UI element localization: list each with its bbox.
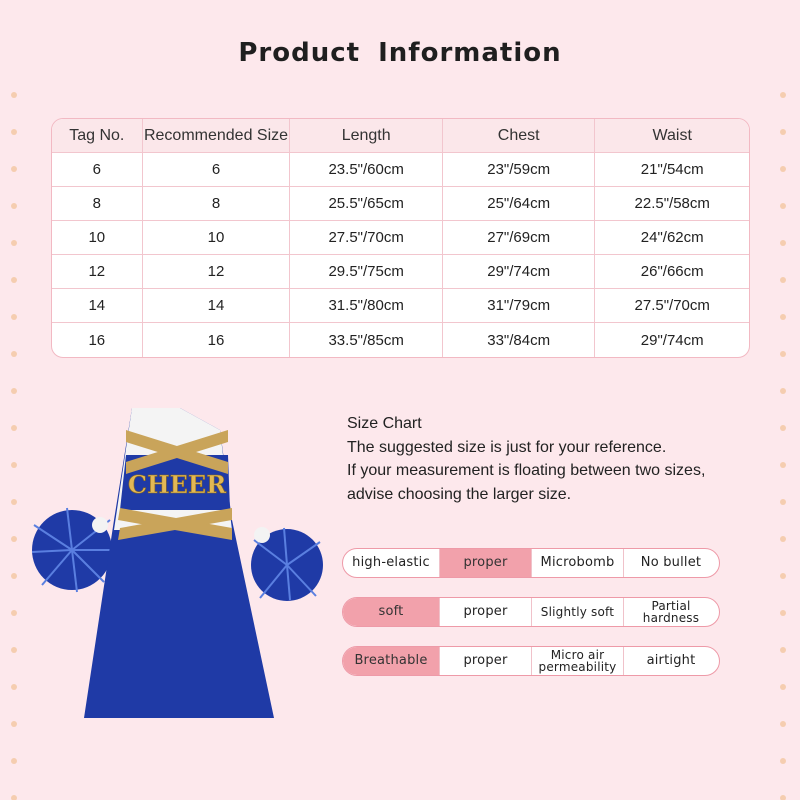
table-cell: 8 <box>52 187 143 221</box>
table-cell: 8 <box>143 187 291 221</box>
table-row <box>52 153 749 187</box>
decorative-dot <box>780 795 786 800</box>
header-length: Length <box>290 119 443 153</box>
attr-label: high-elastic <box>343 549 440 577</box>
decorative-dot <box>780 129 786 135</box>
attr-option: Microbomb <box>532 549 624 577</box>
attr-label: Breathable <box>343 647 440 675</box>
table-cell: 27"/69cm <box>443 221 595 255</box>
header-recommended-size: Recommended Size <box>143 119 291 153</box>
decorative-dot <box>11 351 17 357</box>
dress-chest-text: CHEER <box>127 470 227 499</box>
decorative-dot <box>780 203 786 209</box>
decorative-dot <box>11 610 17 616</box>
attr-option: Micro air permeability <box>532 647 624 675</box>
table-cell: 25"/64cm <box>443 187 595 221</box>
breathability-scale <box>342 646 720 676</box>
table-cell: 31"/79cm <box>443 289 595 323</box>
decorative-dots-right <box>780 0 786 800</box>
decorative-dot <box>780 425 786 431</box>
table-cell: 23.5"/60cm <box>290 153 443 187</box>
decorative-dot <box>11 425 17 431</box>
table-row <box>52 323 749 357</box>
table-cell: 10 <box>52 221 143 255</box>
decorative-dot <box>780 277 786 283</box>
attr-label: soft <box>343 598 440 626</box>
table-cell: 16 <box>143 323 291 357</box>
table-row <box>52 255 749 289</box>
table-cell: 6 <box>52 153 143 187</box>
elasticity-scale <box>342 548 720 578</box>
size-note-line: The suggested size is just for your reference. <box>347 438 667 456</box>
decorative-dot <box>11 203 17 209</box>
table-cell: 33"/84cm <box>443 323 595 357</box>
table-cell: 33.5"/85cm <box>290 323 443 357</box>
table-cell: 16 <box>52 323 143 357</box>
decorative-dot <box>11 536 17 542</box>
decorative-dot <box>780 499 786 505</box>
table-cell: 23"/59cm <box>443 153 595 187</box>
softness-scale <box>342 597 720 627</box>
decorative-dot <box>780 92 786 98</box>
size-note-line: If your measurement is floating between two sizes, <box>347 462 706 479</box>
cheer-dress-product-image <box>22 400 332 730</box>
decorative-dot <box>11 277 17 283</box>
table-cell: 10 <box>143 221 291 255</box>
decorative-dot <box>780 684 786 690</box>
decorative-dot <box>11 684 17 690</box>
table-cell: 27.5"/70cm <box>290 221 443 255</box>
decorative-dot <box>11 462 17 468</box>
decorative-dot <box>780 573 786 579</box>
decorative-dot <box>11 573 17 579</box>
table-cell: 27.5"/70cm <box>595 289 749 323</box>
decorative-dot <box>11 129 17 135</box>
header-waist: Waist <box>595 119 749 153</box>
table-cell: 29"/74cm <box>443 255 595 289</box>
table-cell: 26"/66cm <box>595 255 749 289</box>
decorative-dot <box>780 536 786 542</box>
decorative-dot <box>11 499 17 505</box>
table-row <box>52 221 749 255</box>
table-cell: 24"/62cm <box>595 221 749 255</box>
decorative-dots-left <box>11 0 17 800</box>
decorative-dot <box>780 240 786 246</box>
decorative-dot <box>780 758 786 764</box>
table-cell: 29.5"/75cm <box>290 255 443 289</box>
table-cell: 6 <box>143 153 291 187</box>
decorative-dot <box>780 388 786 394</box>
decorative-dot <box>780 314 786 320</box>
table-cell: 12 <box>143 255 291 289</box>
table-cell: 21"/54cm <box>595 153 749 187</box>
attr-option: proper <box>440 549 532 577</box>
table-cell: 22.5"/58cm <box>595 187 749 221</box>
decorative-dot <box>11 758 17 764</box>
table-row <box>52 187 749 221</box>
attr-option: Slightly soft <box>532 598 624 626</box>
table-cell: 14 <box>143 289 291 323</box>
size-table <box>51 118 750 358</box>
decorative-dot <box>780 351 786 357</box>
header-chest: Chest <box>443 119 595 153</box>
attr-option: Partial hardness <box>642 599 700 625</box>
table-cell: 25.5"/65cm <box>290 187 443 221</box>
table-cell: 31.5"/80cm <box>290 289 443 323</box>
header-tag-no: Tag No. <box>52 119 143 153</box>
decorative-dot <box>11 240 17 246</box>
decorative-dot <box>11 314 17 320</box>
decorative-dot <box>11 721 17 727</box>
attr-option: airtight <box>646 653 696 668</box>
table-cell: 12 <box>52 255 143 289</box>
attr-option: proper <box>440 598 532 626</box>
attr-option: proper <box>440 647 532 675</box>
decorative-dot <box>11 647 17 653</box>
table-cell: 14 <box>52 289 143 323</box>
decorative-dot <box>780 721 786 727</box>
decorative-dot <box>780 462 786 468</box>
table-cell: 29"/74cm <box>640 331 704 349</box>
decorative-dot <box>780 647 786 653</box>
size-note-heading: Size Chart <box>347 415 422 432</box>
table-row <box>52 289 749 323</box>
decorative-dot <box>11 92 17 98</box>
decorative-dot <box>11 795 17 800</box>
decorative-dot <box>780 166 786 172</box>
pom-pom-right-icon <box>251 527 323 601</box>
size-note <box>347 412 767 506</box>
decorative-dot <box>11 388 17 394</box>
table-header-row <box>52 119 749 153</box>
size-note-line: advise choosing the larger size. <box>347 485 572 503</box>
pom-pom-left-icon <box>32 508 114 592</box>
page-title: Product Information <box>238 38 562 68</box>
decorative-dot <box>780 610 786 616</box>
decorative-dot <box>11 166 17 172</box>
attr-option: No bullet <box>640 555 702 570</box>
